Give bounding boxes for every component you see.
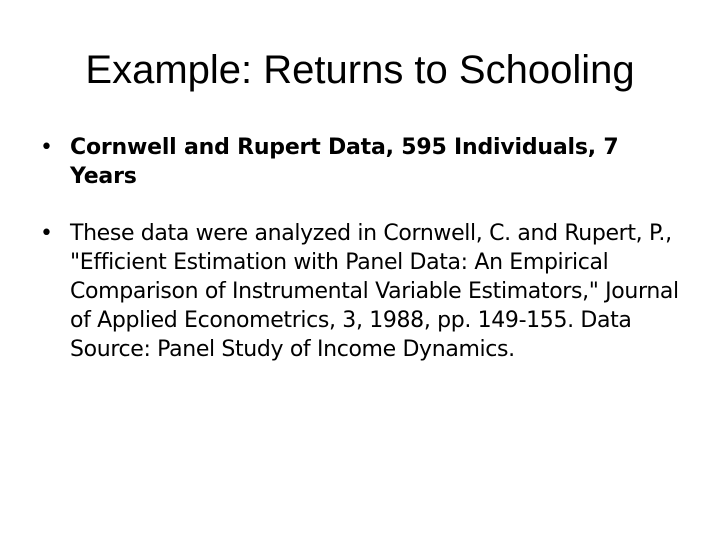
bullet-item-data-description	[40, 133, 690, 191]
bullet-icon: •	[40, 221, 53, 246]
bullet-list	[40, 133, 690, 364]
bullet-item-citation	[40, 219, 690, 364]
slide-title: Example: Returns to Schooling	[85, 48, 635, 92]
bullet-text: These data were analyzed in Cornwell, C. and Rupert, P., "Efficient Estimation with Panel Data: An Empirical Comparison of Instrumental Variable Estimators," Journal of Applied Econometrics, 3, 1988, pp. 149-155. Data Source: Panel Study of Income Dynamics.	[70, 221, 679, 362]
bullet-icon: •	[40, 135, 53, 160]
bullet-text: Cornwell and Rupert Data, 595 Individuals, 7 Years	[70, 135, 619, 189]
